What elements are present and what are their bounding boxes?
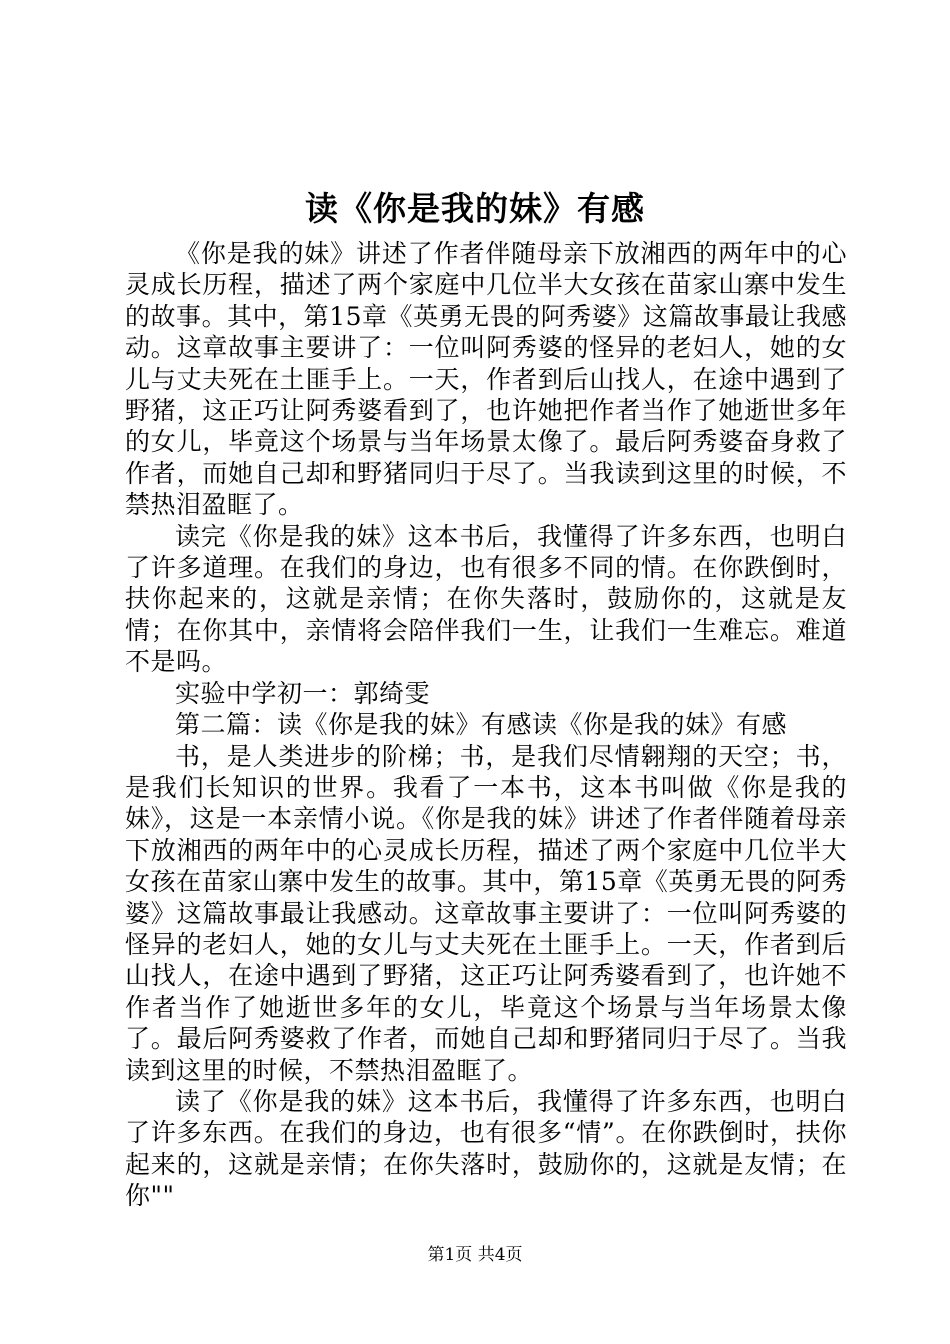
page-footer: 第1页 共4页 — [427, 1245, 523, 1265]
document-body — [125, 238, 847, 1212]
paragraph-1: 《你是我的妹》讲述了作者伴随母亲下放湘西的两年中的心灵成长历程，描述了两个家庭中几位半大女孩在苗家山寨中发生的故事。其中，第15章《英勇无畏的阿秀婆》这篇故事最让我感动。这章故事主要讲了：一位叫阿秀婆的怪异的老妇人，她的女儿与丈夫死在土匪手上。一天，作者到后山找人，在途中遇到了野猪，这正巧让阿秀婆看到了，也许她把作者当作了她逝世多年的女儿，毕竟这个场景与当年场景太像了。最后阿秀婆奋身救了作者，而她自己却和野猪同归于尽了。当我读到这里的时候，不禁热泪盈眶了。 — [125, 239, 847, 520]
paragraph-3: 书，是人类进步的阶梯；书，是我们尽情翱翔的天空；书，是我们长知识的世界。我看了一本书，这本书叫做《你是我的妹》，这是一本亲情小说。《你是我的妹》讲述了作者伴随着母亲下放湘西的两年中的心灵成长历程，描述了两个家庭中几位半大女孩在苗家山寨中发生的故事。其中，第15章《英勇无畏的阿秀婆》这篇故事最让我感动。这章故事主要讲了：一位叫阿秀婆的怪异的老妇人，她的女儿与丈夫死在土匪手上。一天，作者到后山找人，在途中遇到了野猪，这正巧让阿秀婆看到了，也许她不作者当作了她逝世多年的女儿，毕竟这个场景与当年场景太像了。最后阿秀婆救了作者，而她自己却和野猪同归于尽了。当我读到这里的时候，不禁热泪盈眶了。 — [125, 741, 847, 1085]
section-heading: 第二篇：读《你是我的妹》有感读《你是我的妹》有感 — [175, 710, 788, 740]
author-line: 实验中学初一：郭绮雯 — [175, 678, 431, 708]
paragraph-4: 读了《你是我的妹》这本书后，我懂得了许多东西，也明白了许多东西。在我们的身边，也有很多“情”。在你跌倒时，扶你起来的，这就是亲情；在你失落时，鼓励你的，这就是友情；在你"" — [125, 1086, 847, 1211]
document-title: 读《你是我的妹》有感 — [305, 189, 645, 228]
paragraph-2: 读完《你是我的妹》这本书后，我懂得了许多东西，也明白了许多道理。在我们的身边，也有很多不同的情。在你跌倒时，扶你起来的，这就是亲情；在你失落时，鼓励你的，这就是友情；在你其中，亲情将会陪伴我们一生，让我们一生难忘。难道不是吗。 — [125, 521, 847, 677]
